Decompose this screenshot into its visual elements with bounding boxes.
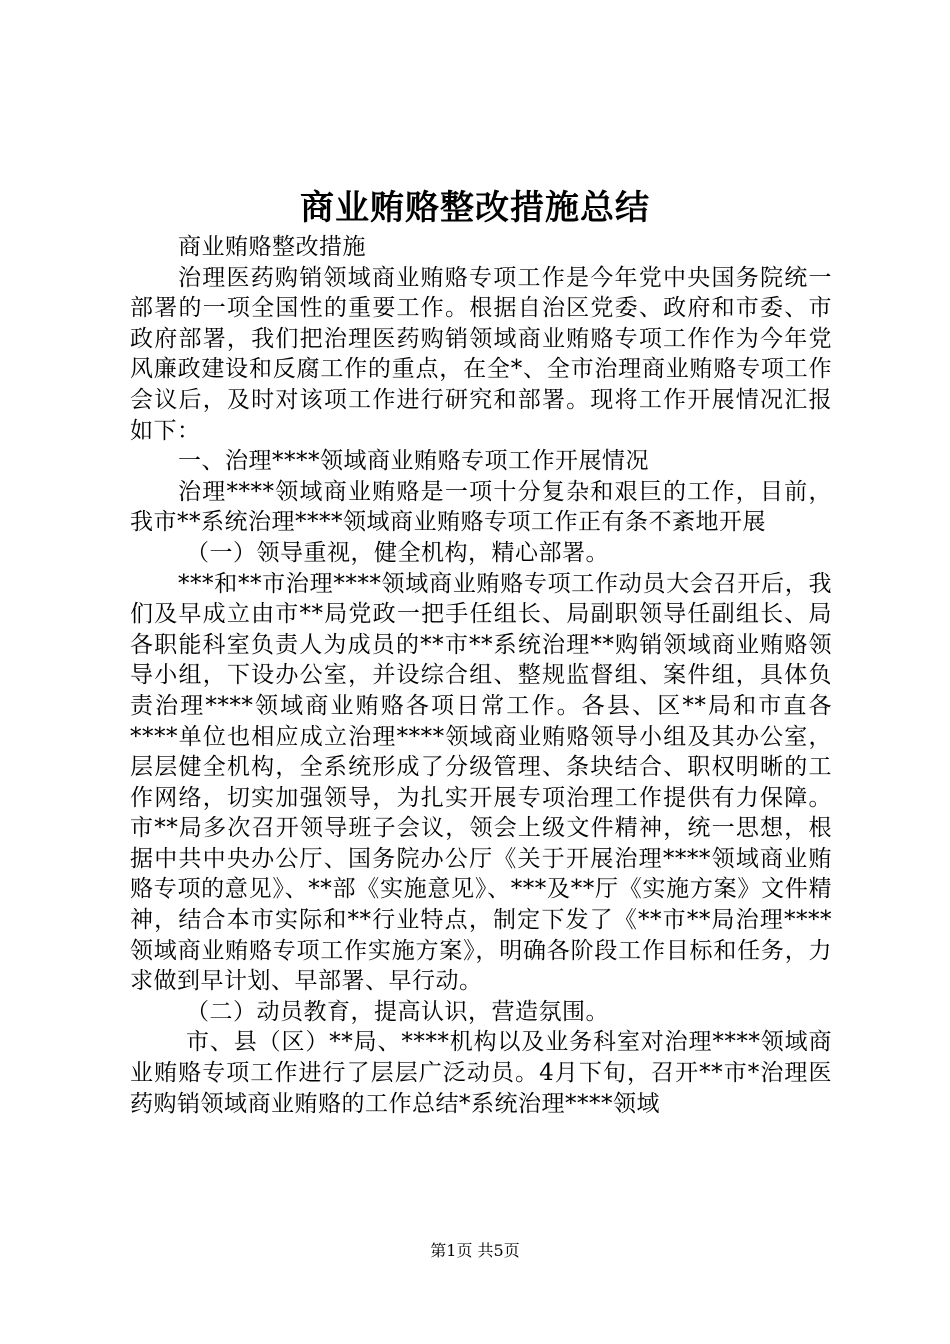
page-footer: 第1页 共5页: [430, 1241, 520, 1260]
paragraph-intro: 治理医药购销领域商业贿赂专项工作是今年党中央国务院统一部署的一项全国性的重要工作。根据自治区党委、政府和市委、市政府部署，我们把治理医药购销领域商业贿赂专项工作作为今年党风廉政建设和反腐工作的重点，在全*、全市治理商业贿赂专项工作会议后，及时对该项工作进行研究和部署。现将工作开展情况汇报如下：: [130, 264, 832, 444]
section-heading-1: 一、治理****领域商业贿赂专项工作开展情况: [178, 448, 649, 475]
paragraph-leadership: ***和**市治理****领域商业贿赂专项工作动员大会召开后，我们及早成立由市**局党政一把手任组长、局副职领导任副组长、局各职能科室负责人为成员的**市**系统治理**购销领域商业贿赂领导小组，下设办公室，并设综合组、整规监督组、案件组，具体负责治理****领域商业贿赂各项日常工作。各县、区**局和市直各****单位也相应成立治理****领域商业贿赂领导小组及其办公室，层层健全机构，全系统形成了分级管理、条块结合、职权明晰的工作网络，切实加强领导，为扎实开展专项治理工作提供有力保障。市**局多次召开领导班子会议，领会上级文件精神，统一思想，根据中共中央办公厅、国务院办公厅《关于开展治理****领域商业贿赂专项的意见》、**部《实施意见》、***及**厅《实施方案》文件精神，结合本市实际和**行业特点，制定下发了《**市**局治理****领域商业贿赂专项工作实施方案》，明确各阶段工作目标和任务，力求做到早计划、早部署、早行动。: [130, 570, 832, 995]
document-body: [130, 232, 832, 1119]
subsection-heading-1: （一）领导重视，健全机构，精心部署。: [186, 539, 609, 566]
subsection-heading-2: （二）动员教育，提高认识，营造氛围。: [186, 998, 609, 1025]
paragraph-mobilization: 市、县（区）**局、****机构以及业务科室对治理****领域商业贿赂专项工作进行了层层广泛动员。4月下旬，召开**市*治理医药购销领域商业贿赂的工作总结*系统治理****领域: [130, 1029, 832, 1117]
document-title: 商业贿赂整改措施总结: [300, 188, 650, 228]
paragraph-subtitle: 商业贿赂整改措施: [178, 234, 366, 260]
paragraph-overview: 治理****领域商业贿赂是一项十分复杂和艰巨的工作，目前，我市**系统治理****领域商业贿赂专项工作正有条不紊地开展: [130, 478, 832, 536]
